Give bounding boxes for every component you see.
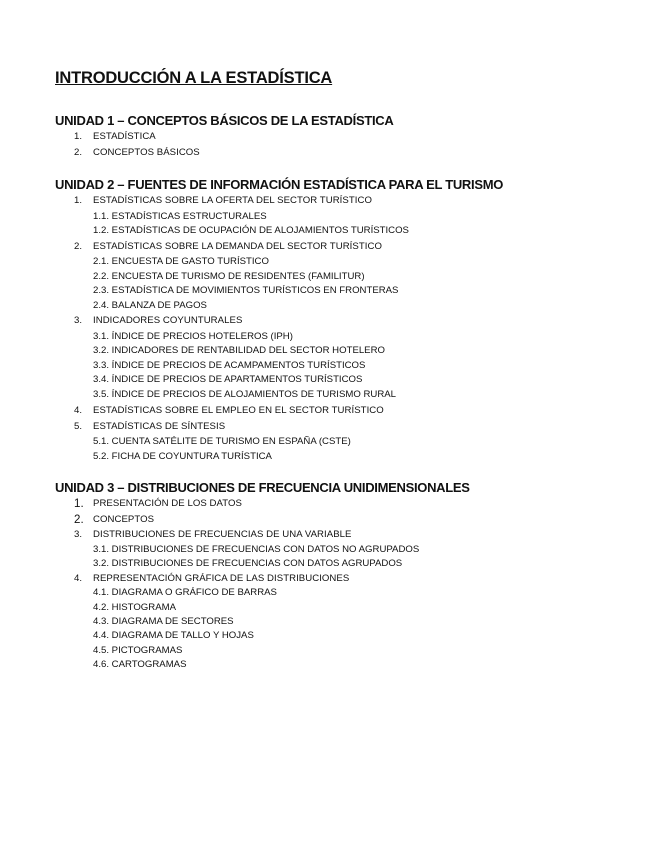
item-label: ESTADÍSTICA [93, 131, 156, 142]
item-label: PRESENTACIÓN DE LOS DATOS [93, 498, 242, 510]
unit-title: UNIDAD 1 – CONCEPTOS BÁSICOS DE LA ESTADÍSTICA [55, 113, 394, 128]
list-item [55, 496, 615, 512]
sub-list-item: 3.2. DISTRIBUCIONES DE FRECUENCIAS CON DATOS AGRUPADOS [93, 558, 403, 570]
item-label: INDICADORES COYUNTURALES [93, 315, 243, 327]
list-item [55, 129, 615, 145]
sub-list-item: 2.3. ESTADÍSTICA DE MOVIMIENTOS TURÍSTICOS EN FRONTERAS [93, 285, 399, 297]
unit-1 [55, 113, 615, 161]
sub-list-item: 1.2. ESTADÍSTICAS DE OCUPACIÓN DE ALOJAMIENTOS TURÍSTICOS [93, 225, 409, 237]
item-number: 5. [74, 420, 83, 432]
item-number: 1. [74, 131, 83, 142]
sub-list-item: 3.5. ÍNDICE DE PRECIOS DE ALOJAMIENTOS DE TURISMO RURAL [93, 388, 396, 400]
sub-list-item: 3.3. ÍNDICE DE PRECIOS DE ACAMPAMENTOS TURÍSTICOS [93, 359, 366, 371]
list-item [55, 239, 615, 255]
sub-list-item: 3.2. INDICADORES DE RENTABILIDAD DEL SECTOR HOTELERO [93, 345, 385, 357]
list-item [55, 419, 615, 435]
sub-list-item: 3.4. ÍNDICE DE PRECIOS DE APARTAMENTOS TURÍSTICOS [93, 374, 363, 386]
item-label: CONCEPTOS BÁSICOS [93, 147, 200, 159]
list-item [55, 145, 615, 161]
item-number: 2. [74, 514, 84, 527]
list-item [55, 193, 615, 209]
list-item [55, 313, 615, 329]
item-label: ESTADÍSTICAS DE SÍNTESIS [93, 420, 226, 432]
list-item [55, 512, 615, 528]
item-label: DISTRIBUCIONES DE FRECUENCIAS DE UNA VARIABLE [93, 529, 352, 541]
item-label: ESTADÍSTICAS SOBRE LA OFERTA DEL SECTOR TURÍSTICO [93, 195, 372, 207]
item-label: CONCEPTOS [93, 514, 155, 526]
item-number: 1. [74, 498, 84, 511]
list-item [55, 572, 615, 587]
sub-list-item: 5.1. CUENTA SATÉLITE DE TURISMO EN ESPAÑA (CSTE) [93, 435, 351, 447]
unit-title: UNIDAD 3 – DISTRIBUCIONES DE FRECUENCIA UNIDIMENSIONALES [55, 480, 470, 496]
sub-list-item: 4.3. DIAGRAMA DE SECTORES [93, 615, 234, 627]
unit-2 [55, 177, 615, 464]
item-number: 2. [74, 147, 83, 159]
sub-list-item: 4.1. DIAGRAMA O GRÁFICO DE BARRAS [93, 587, 277, 599]
document-page [55, 68, 615, 689]
item-number: 4. [74, 404, 83, 416]
sub-list-item: 4.4. DIAGRAMA DE TALLO Y HOJAS [93, 630, 254, 642]
item-number: 3. [74, 529, 83, 541]
item-number: 2. [74, 240, 83, 252]
sub-list-item: 2.1. ENCUESTA DE GASTO TURÍSTICO [93, 256, 269, 267]
item-label: ESTADÍSTICAS SOBRE LA DEMANDA DEL SECTOR TURÍSTICO [93, 240, 382, 252]
sub-list-item: 3.1. DISTRIBUCIONES DE FRECUENCIAS CON DATOS NO AGRUPADOS [93, 543, 420, 555]
sub-list-item: 4.6. CARTOGRAMAS [93, 659, 187, 671]
sub-list-item: 4.5. PICTOGRAMAS [93, 644, 183, 656]
list-item [55, 403, 615, 419]
sub-list-item: 1.1. ESTADÍSTICAS ESTRUCTURALES [93, 210, 267, 222]
document-title: INTRODUCCIÓN A LA ESTADÍSTICA [55, 69, 333, 87]
item-label: ESTADÍSTICAS SOBRE EL EMPLEO EN EL SECTOR TURÍSTICO [93, 404, 384, 416]
sub-list-item: 5.2. FICHA DE COYUNTURA TURÍSTICA [93, 450, 272, 462]
unit-title: UNIDAD 2 – FUENTES DE INFORMACIÓN ESTADÍSTICA PARA EL TURISMO [55, 177, 504, 193]
sub-list-item: 4.2. HISTOGRAMA [93, 601, 176, 613]
item-number: 4. [74, 572, 83, 584]
sub-list-item: 2.4. BALANZA DE PAGOS [93, 299, 207, 311]
item-number: 3. [74, 315, 83, 327]
item-number: 1. [74, 195, 83, 207]
item-label: REPRESENTACIÓN GRÁFICA DE LAS DISTRIBUCIONES [93, 572, 350, 584]
unit-3 [55, 480, 615, 672]
sub-list-item: 2.2. ENCUESTA DE TURISMO DE RESIDENTES (FAMILITUR) [93, 270, 365, 282]
list-item [55, 528, 615, 543]
sub-list-item: 3.1. ÍNDICE DE PRECIOS HOTELEROS (IPH) [93, 330, 293, 342]
